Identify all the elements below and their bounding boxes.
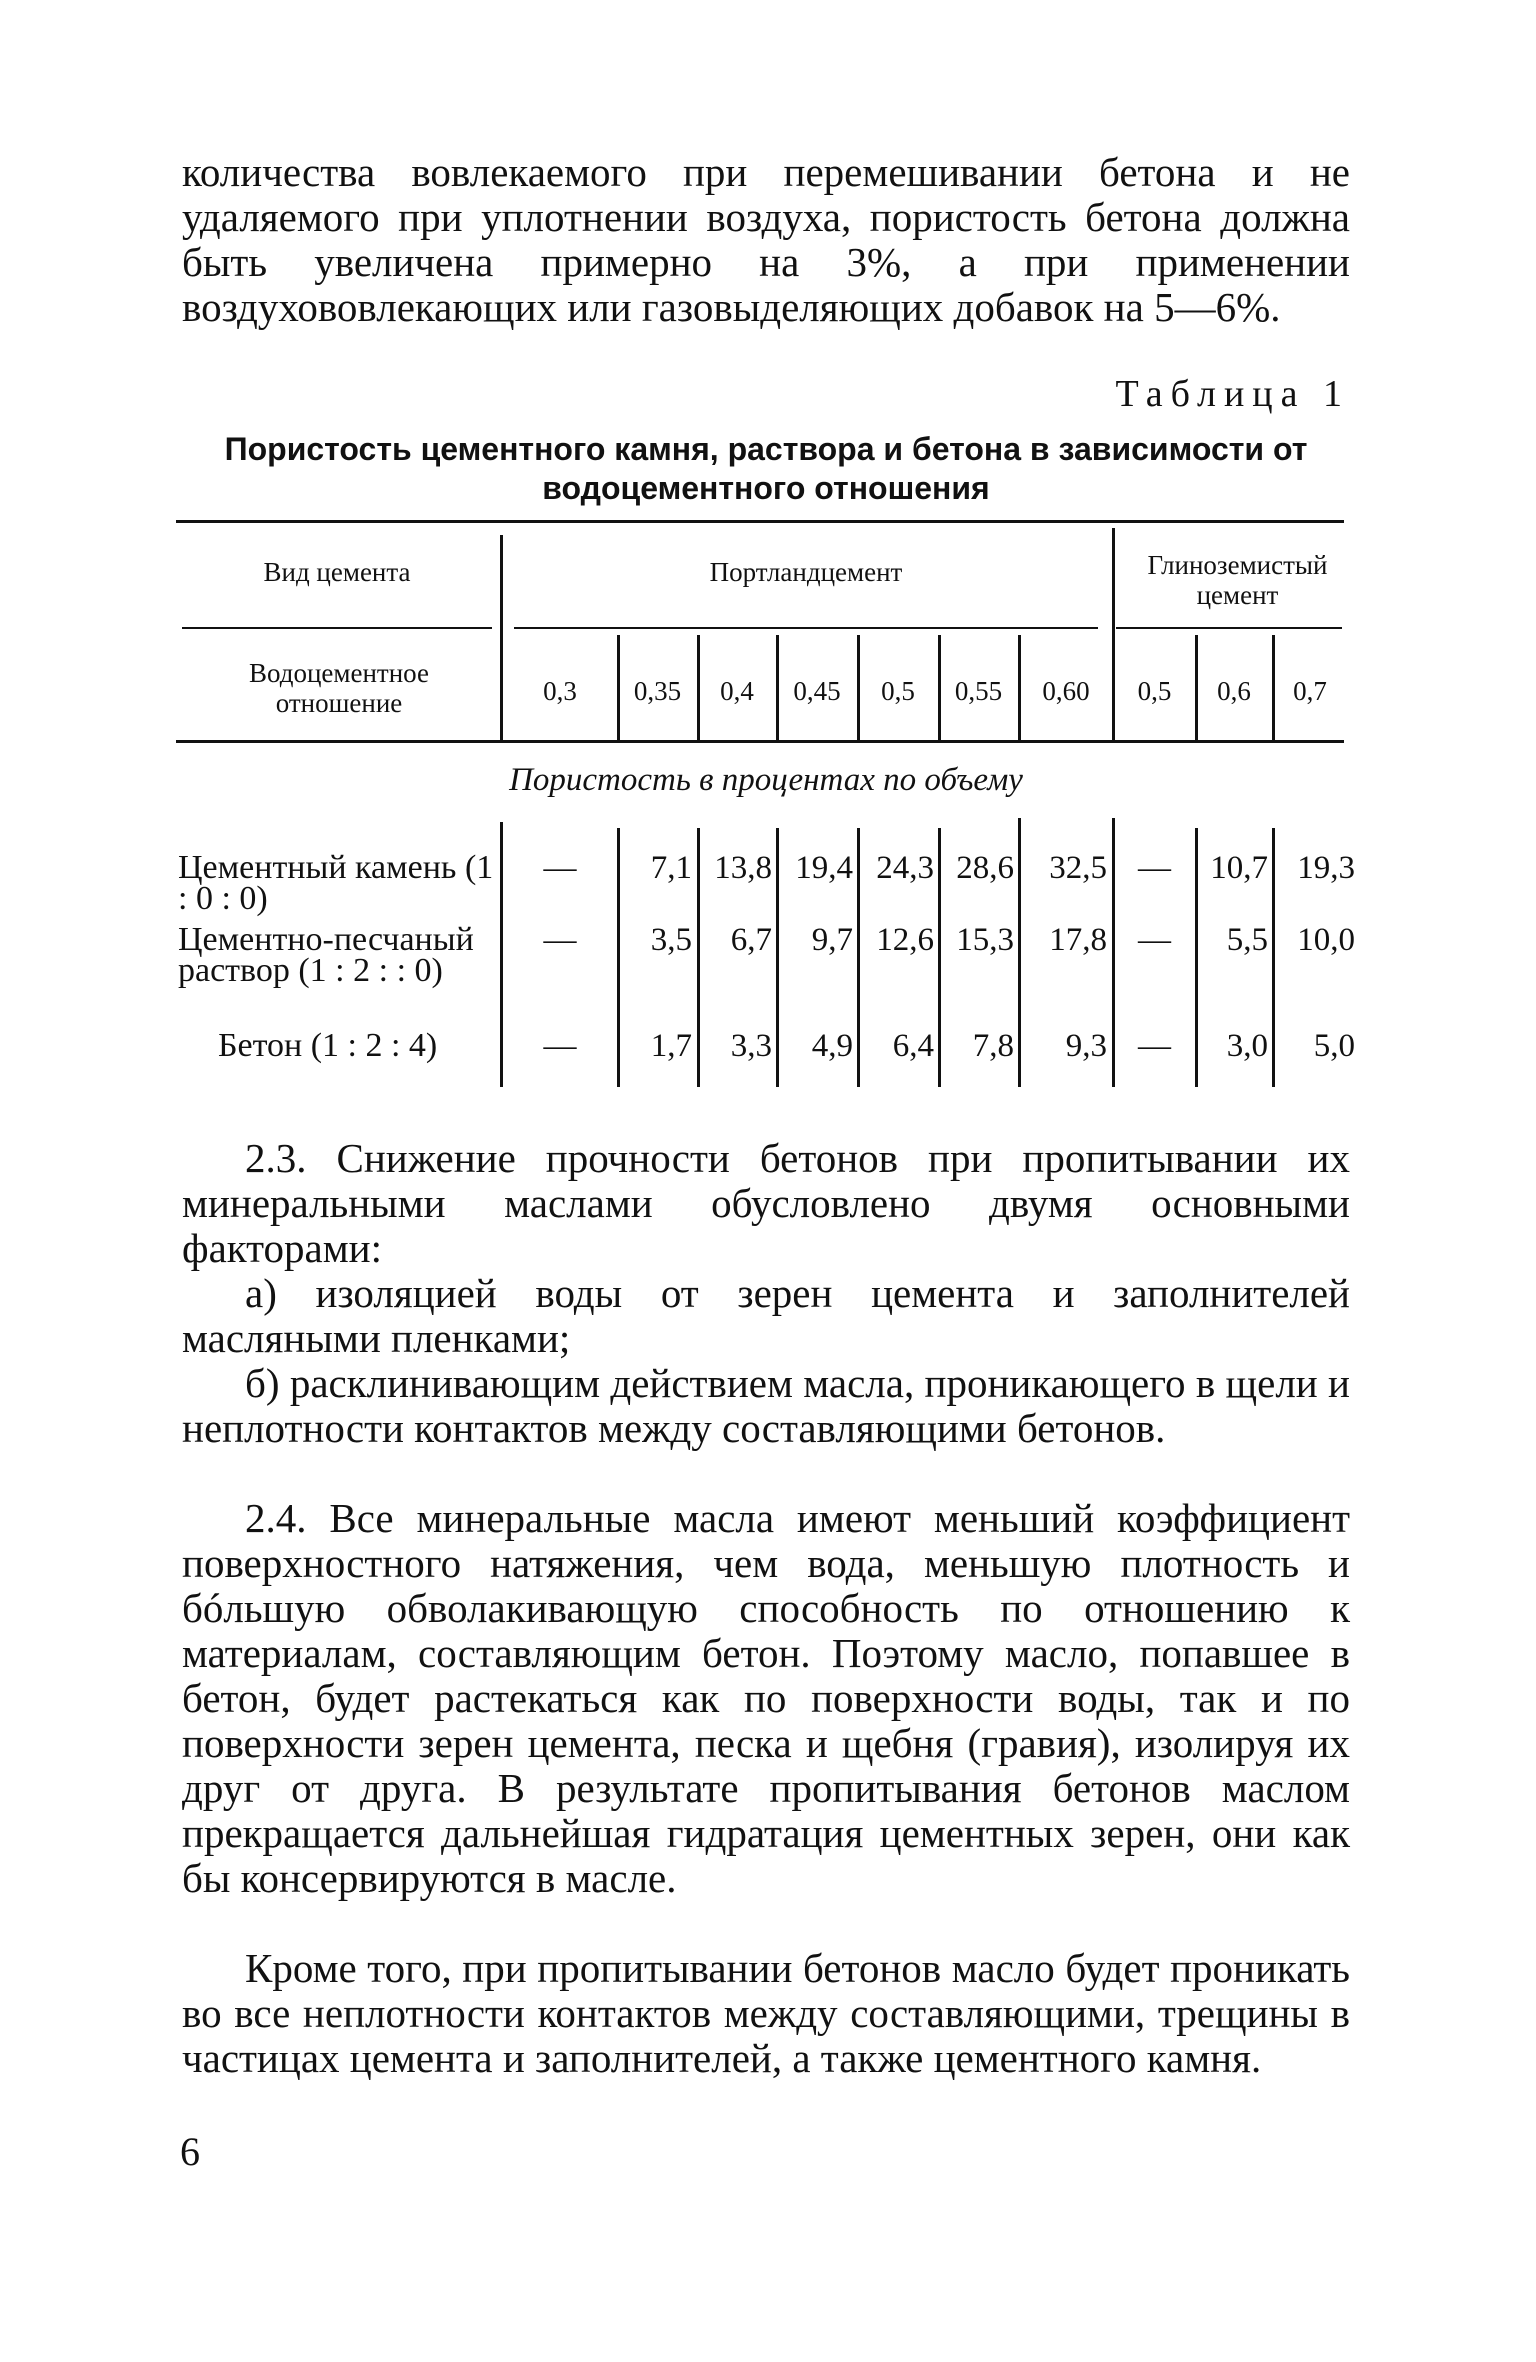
cell-value: 17,8	[1049, 922, 1107, 958]
cell-value: 10,0	[1297, 922, 1355, 958]
cell-value: —	[1138, 850, 1171, 886]
header-rule-left	[182, 627, 492, 629]
header-cement-type: Вид цемента	[263, 557, 411, 587]
wc-value: 0,4	[720, 676, 754, 706]
section-2-3-item-a: а) изоляцией воды от зерен цемента и заполнителей масляными пленками;	[182, 1270, 1350, 1361]
cell-value: 15,3	[956, 922, 1014, 958]
header-portland: Портландцемент	[709, 557, 903, 587]
cell-value: 4,9	[811, 1028, 853, 1064]
cell-value: —	[543, 850, 577, 886]
section-2-4-continuation: Кроме того, при пропитывании бетонов масло будет проникать во все неплотности контактов между составляющими, трещины в частицах цемента и заполнителей, а также цементного камня.	[182, 1945, 1350, 2081]
cell-value: 6,7	[730, 922, 772, 958]
cell-value: 6,4	[892, 1028, 934, 1064]
header-vline	[1112, 528, 1115, 740]
wc-value: 0,35	[633, 676, 682, 706]
cell-value: —	[1138, 1028, 1171, 1064]
cell-value: 3,0	[1226, 1028, 1268, 1064]
cell-value: 19,4	[795, 850, 853, 886]
wc-value: 0,5	[1137, 676, 1172, 706]
cell-value: 1,7	[650, 1028, 692, 1064]
wc-value: 0,5	[881, 676, 915, 706]
wc-value: 0,7	[1293, 676, 1327, 706]
cell-value: 28,6	[956, 850, 1014, 886]
row-label-concrete: Бетон (1 : 2 : 4)	[218, 1027, 438, 1064]
body-vline	[1112, 818, 1115, 1087]
cell-value: 32,5	[1049, 850, 1107, 886]
wc-value: 0,55	[954, 676, 1003, 706]
intro-paragraph: количества вовлекаемого при перемешивании бетона и не удаляемого при уплотнении воздуха, пористость бетона должна быть увеличена примерно на 3%, а при применении воздухововлекающих или газовыделяющих добавок на 5—6%.	[182, 149, 1350, 330]
cell-value: 7,1	[650, 850, 692, 886]
cell-value: 5,5	[1226, 922, 1268, 958]
wc-value: 0,6	[1217, 676, 1251, 706]
header-bottom-rule	[176, 740, 1344, 743]
cell-value: 9,3	[1065, 1028, 1107, 1064]
cell-value: 5,0	[1313, 1028, 1355, 1064]
page-number: 6	[180, 2129, 200, 2174]
cell-value: 3,3	[730, 1028, 772, 1064]
table-top-rule	[176, 520, 1344, 523]
cell-value: —	[1138, 922, 1171, 958]
cell-value: 24,3	[876, 850, 934, 886]
wc-value: 0,3	[543, 676, 577, 706]
table-caption: Таблица 1	[1115, 373, 1350, 415]
cell-value: 13,8	[714, 850, 772, 886]
header-rule-alumina	[1116, 627, 1342, 629]
cell-value: 3,5	[650, 922, 692, 958]
wc-value: 0,60	[1042, 676, 1090, 706]
cell-value: 10,7	[1210, 850, 1268, 886]
cell-value: 12,6	[876, 922, 934, 958]
row-label-cement-sand-mortar: Цементно-песчаный раствор (1 : 2 : : 0)	[178, 921, 474, 989]
cell-value: 19,3	[1297, 850, 1355, 886]
header-alumina: Глиноземистый цемент	[1147, 550, 1328, 610]
table-subtitle: Пористость в процентах по объему	[509, 762, 1023, 798]
body-vline	[500, 822, 503, 1087]
header-rule-portland	[514, 627, 1098, 629]
cell-value: —	[543, 922, 577, 958]
cell-value: 7,8	[972, 1028, 1014, 1064]
table-title: Пористость цементного камня, раствора и бетона в зависимости от водоцементного отношения	[224, 431, 1308, 506]
cell-value: —	[543, 1028, 577, 1064]
section-2-3-intro: 2.3. Снижение прочности бетонов при пропитывании их минеральными маслами обусловлено двумя основными факторами:	[182, 1135, 1350, 1271]
cell-value: 9,7	[811, 922, 853, 958]
wc-value: 0,45	[793, 676, 841, 706]
row-label-cement-stone: Цементный камень (1 : 0 : 0)	[178, 849, 494, 917]
header-vline	[500, 535, 503, 740]
section-2-3-item-b: б) расклинивающим действием масла, проникающего в щели и неплотности контактов между составляющими бетонов.	[182, 1360, 1350, 1451]
section-2-4-text: 2.4. Все минеральные масла имеют меньший коэффициент поверхностного натяжения, чем вода, меньшую плотность и бóльшую обволакивающую способность по отношению к материалам, составляющим бетон. Поэтому масло, попавшее в бетон, будет растекаться как по поверхности воды, так и по поверхности зерен цемента, песка и щебня (гравия), изолируя их друг от друга. В результате пропитывания бетонов маслом прекращается дальнейшая гидратация цементных зерен, они как бы консервируются в масле.	[182, 1495, 1350, 1901]
header-wc-label: Водоцементное отношение	[249, 658, 429, 718]
